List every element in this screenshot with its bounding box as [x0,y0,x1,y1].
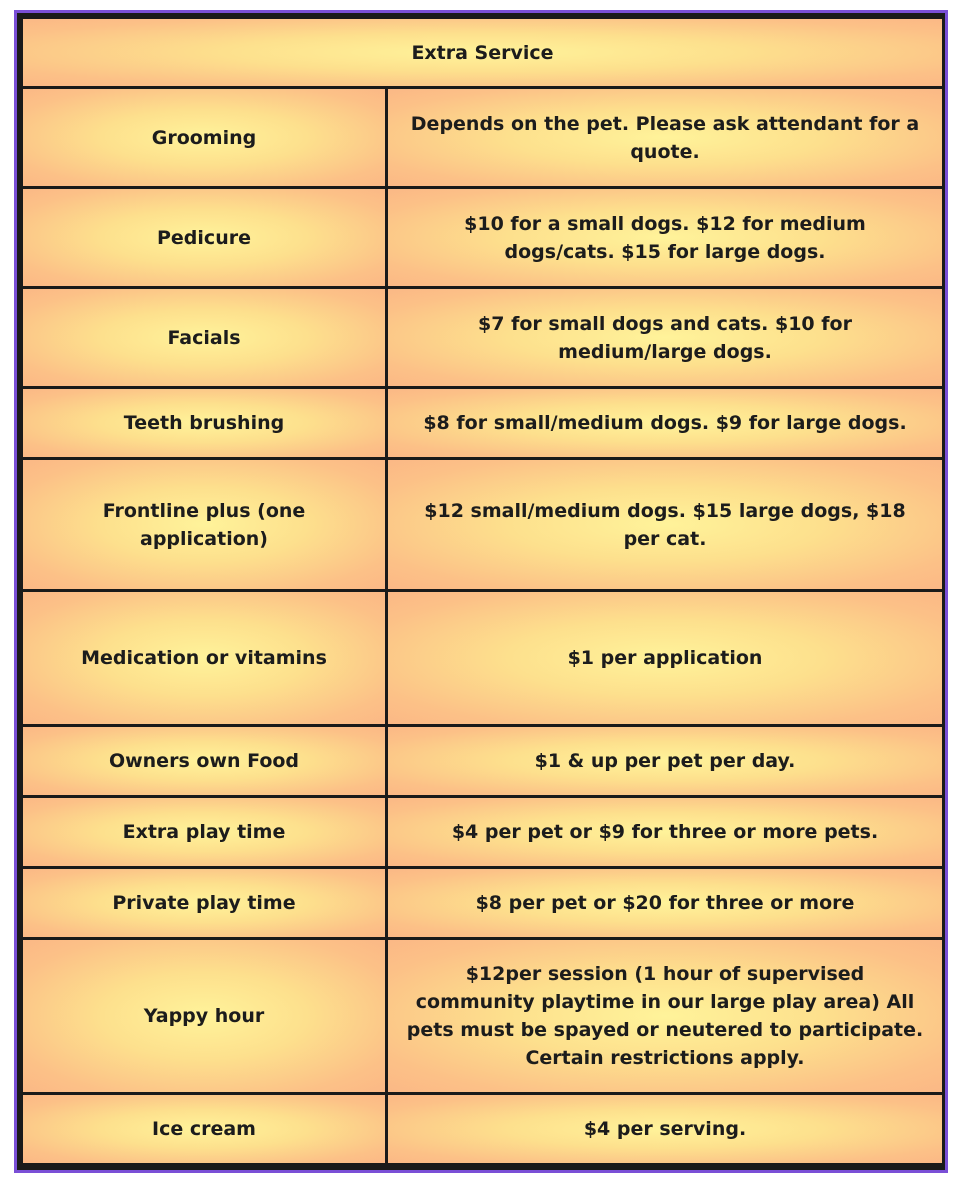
service-price: $12per session (1 hour of supervised community playtime in our large play area) All pets must be spayed or neutered to participate. Certain restrictions apply. [388,940,942,1092]
table-row [23,592,942,724]
table-row [23,289,942,386]
table-row [23,1095,942,1163]
service-price: $1 per application [388,592,942,724]
service-name: Yappy hour [23,940,385,1092]
service-price: Depends on the pet. Please ask attendant for a quote. [388,89,942,186]
extra-service-table [20,16,945,1166]
service-price: $4 per serving. [388,1095,942,1163]
service-price: $1 & up per pet per day. [388,727,942,795]
service-price: $8 per pet or $20 for three or more [388,869,942,937]
price-table-frame [14,10,948,1173]
service-name: Teeth brushing [23,389,385,457]
service-name: Grooming [23,89,385,186]
service-name: Medication or vitamins [23,592,385,724]
table-row [23,869,942,937]
service-price: $10 for a small dogs. $12 for medium dogs/cats. $15 for large dogs. [388,189,942,286]
table-row [23,798,942,866]
table-row [23,389,942,457]
table-row [23,189,942,286]
service-name: Ice cream [23,1095,385,1163]
service-name: Private play time [23,869,385,937]
table-row [23,460,942,589]
service-price: $7 for small dogs and cats. $10 for medium/large dogs. [388,289,942,386]
service-price: $8 for small/medium dogs. $9 for large dogs. [388,389,942,457]
service-price: $4 per pet or $9 for three or more pets. [388,798,942,866]
table-header-row [23,19,942,86]
table-row [23,940,942,1092]
service-name: Facials [23,289,385,386]
table-row [23,89,942,186]
service-name: Frontline plus (one application) [23,460,385,589]
service-name: Pedicure [23,189,385,286]
service-name: Extra play time [23,798,385,866]
table-title: Extra Service [23,19,942,86]
service-price: $12 small/medium dogs. $15 large dogs, $18 per cat. [388,460,942,589]
table-row [23,727,942,795]
service-name: Owners own Food [23,727,385,795]
